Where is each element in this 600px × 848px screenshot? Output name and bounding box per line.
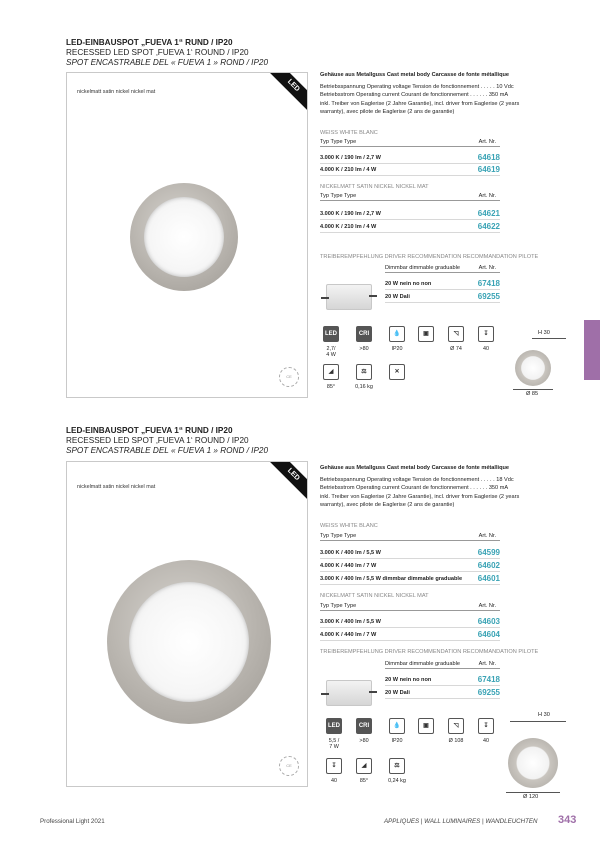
page-number: 343 xyxy=(558,814,577,826)
row-type: 3.000 K / 400 lm / 5,5 W xyxy=(320,550,381,556)
weight-icon: ⚖ xyxy=(389,758,405,774)
table-header xyxy=(320,192,500,201)
dim-diameter-line xyxy=(506,792,560,793)
spot-dimension-image xyxy=(508,738,558,788)
beam-angle-icon: ◢ xyxy=(356,758,372,774)
driver-dim: 20 W Dali xyxy=(385,690,410,696)
dim-height-line xyxy=(532,338,566,339)
class-icon: ▣ xyxy=(418,326,434,342)
ip-drop-icon: 💧 xyxy=(389,718,405,734)
col-art: Art. Nr. xyxy=(478,533,496,539)
weight-icon: ⚖ xyxy=(356,364,372,380)
article-number[interactable]: 64619 xyxy=(477,165,500,174)
ip-drop-icon: 💧 xyxy=(389,326,405,342)
table-header xyxy=(320,532,500,541)
col-type: Typ Type Type xyxy=(320,533,357,539)
spec-voltage: Betriebsspannung Operating voltage Tension de fonctionnement . . . . . 10 Vdc xyxy=(320,84,514,91)
certification-icon: CE xyxy=(279,756,299,776)
table-row xyxy=(320,562,500,572)
article-number[interactable]: 64621 xyxy=(477,209,500,218)
value-depth: 40 xyxy=(483,346,489,352)
product-photo xyxy=(66,72,308,398)
product-title-fr: SPOT ENCASTRABLE DEL « FUEVA 1 » ROND / IP20 xyxy=(66,446,269,455)
row-type: 3.000 K / 190 lm / 2,7 W xyxy=(320,211,381,217)
value-wattage: 5,5 / 7 W xyxy=(328,738,340,750)
photo-caption: nickelmatt satin nickel nickel mat xyxy=(77,89,156,95)
dim-height-line xyxy=(510,721,566,722)
value-beam: 85° xyxy=(326,384,336,390)
driver-header xyxy=(385,660,500,669)
row-type: 3.000 K / 400 lm / 5,5 W xyxy=(320,619,381,625)
article-number[interactable]: 64601 xyxy=(477,574,500,583)
article-number[interactable]: 64603 xyxy=(477,617,500,626)
product-title-en: RECESSED LED SPOT ‚FUEVA 1‘ ROUND / IP20 xyxy=(66,48,249,57)
col-art: Art. Nr. xyxy=(478,265,496,271)
led-badge-label: LED xyxy=(267,72,308,112)
dim-height: H 30 xyxy=(538,330,550,336)
table-row xyxy=(320,223,500,233)
article-number[interactable]: 64602 xyxy=(477,561,500,570)
group-label-white: WEISS WHITE BLANC xyxy=(320,523,378,529)
col-art: Art. Nr. xyxy=(478,603,496,609)
housing-text: Gehäuse aus Metallguss Cast metal body Carcasse de fonte métallique xyxy=(320,465,510,471)
led-icon: LED xyxy=(323,326,339,342)
dim-diameter-line xyxy=(513,389,553,390)
article-number[interactable]: 64599 xyxy=(477,548,500,557)
spot-dimension-image xyxy=(515,350,551,386)
value-wattage: 2,7/ 4 W xyxy=(326,346,336,358)
spec-current: Betriebsstrom Operating current Courant de fonctionnement . . . . . . 350 mA xyxy=(320,91,509,98)
value-ip: IP20 xyxy=(391,346,403,352)
col-art: Art. Nr. xyxy=(478,139,496,145)
driver-row xyxy=(385,293,500,303)
row-type: 3.000 K / 400 lm / 5,5 W dimmbar dimmable graduable xyxy=(320,576,463,582)
depth-icon-2: ↧ xyxy=(326,758,342,774)
col-dimmable: Dimmbar dimmable graduable xyxy=(385,265,460,271)
article-number[interactable]: 64618 xyxy=(477,153,500,162)
table-row xyxy=(320,154,500,164)
driver-dim: 20 W nein no non xyxy=(385,677,432,683)
class-icon: ▣ xyxy=(418,718,434,734)
row-type: 4.000 K / 210 lm / 4 W xyxy=(320,167,377,173)
article-number[interactable]: 64604 xyxy=(477,630,500,639)
driver-dim: 20 W nein no non xyxy=(385,281,432,287)
driver-row xyxy=(385,280,500,290)
driver-image xyxy=(326,284,372,310)
driver-row xyxy=(385,676,500,686)
dim-diameter: Ø 120 xyxy=(523,794,539,800)
table-row xyxy=(320,210,500,220)
spec-driver-note: inkl. Treiber von Eaglerise (2 Jahre Garantie), incl. driver from Eaglerise (2 years xyxy=(320,101,520,108)
row-type: 4.000 K / 440 lm / 7 W xyxy=(320,563,377,569)
value-beam: 85° xyxy=(359,778,369,784)
spot-image xyxy=(107,560,271,724)
value-cri: >80 xyxy=(359,346,369,352)
no-cover-icon: ✕ xyxy=(389,364,405,380)
depth-icon: ↧ xyxy=(478,326,494,342)
value-weight: 0,16 kg xyxy=(355,384,373,390)
group-label-white: WEISS WHITE BLANC xyxy=(320,130,378,136)
spot-diffuser xyxy=(144,197,224,277)
cri-icon: CRI xyxy=(356,718,372,734)
table-row xyxy=(320,631,500,641)
group-label-nickel: NICKELMATT SATIN NICKEL NICKEL MAT xyxy=(320,593,429,599)
driver-row xyxy=(385,689,500,699)
table-header xyxy=(320,138,500,147)
table-row xyxy=(320,166,500,176)
driver-header xyxy=(385,264,500,273)
value-depth-2: 40 xyxy=(331,778,337,784)
row-type: 4.000 K / 210 lm / 4 W xyxy=(320,224,377,230)
spec-voltage: Betriebsspannung Operating voltage Tension de fonctionnement . . . . . 18 Vdc xyxy=(320,477,514,484)
footer-section: APPLIQUES | WALL LUMINAIRES | WANDLEUCHTEN xyxy=(384,818,538,825)
cutout-icon: ◹ xyxy=(448,326,464,342)
spot-image xyxy=(130,183,238,291)
value-cri: >80 xyxy=(359,738,369,744)
cutout-icon: ◹ xyxy=(448,718,464,734)
value-cutout: Ø 108 xyxy=(448,738,464,744)
value-depth: 40 xyxy=(483,738,489,744)
dim-diameter: Ø 85 xyxy=(526,391,539,397)
table-row xyxy=(320,575,500,585)
row-type: 4.000 K / 440 lm / 7 W xyxy=(320,632,377,638)
product-title-de: LED-EINBAUSPOT „FUEVA 1“ RUND / IP20 xyxy=(66,38,233,47)
housing-text: Gehäuse aus Metallguss Cast metal body Carcasse de fonte métallique xyxy=(320,72,510,78)
certification-icon: CE xyxy=(279,367,299,387)
spec-driver-note-2: warranty), avec pilote de Eaglerise (2 ans de garantie) xyxy=(320,108,455,115)
col-art: Art. Nr. xyxy=(478,661,496,667)
led-icon: LED xyxy=(326,718,342,734)
dim-height: H 30 xyxy=(538,712,550,718)
value-weight: 0,24 kg xyxy=(388,778,406,784)
col-dimmable: Dimmbar dimmable graduable xyxy=(385,661,460,667)
article-number[interactable]: 69255 xyxy=(477,688,500,697)
product-photo xyxy=(66,461,308,787)
led-badge xyxy=(263,468,308,482)
depth-icon: ↧ xyxy=(478,718,494,734)
row-type: 3.000 K / 190 lm / 2,7 W xyxy=(320,155,381,161)
table-row xyxy=(320,618,500,628)
driver-dim: 20 W Dali xyxy=(385,294,410,300)
table-header xyxy=(320,602,500,611)
article-number[interactable]: 64622 xyxy=(477,222,500,231)
photo-caption: nickelmatt satin nickel nickel mat xyxy=(77,484,156,490)
cri-icon: CRI xyxy=(356,326,372,342)
col-type: Typ Type Type xyxy=(320,603,357,609)
article-number[interactable]: 67418 xyxy=(477,675,500,684)
driver-label: TREIBEREMPFEHLUNG DRIVER RECOMMENDATION RECOMMANDATION PILOTE xyxy=(320,254,539,260)
col-type: Typ Type Type xyxy=(320,139,357,145)
group-label-nickel: NICKELMATT SATIN NICKEL NICKEL MAT xyxy=(320,184,429,190)
beam-angle-icon: ◢ xyxy=(323,364,339,380)
value-cutout: Ø 74 xyxy=(450,346,462,352)
spot-diffuser xyxy=(129,582,249,702)
driver-label: TREIBEREMPFEHLUNG DRIVER RECOMMENDATION RECOMMANDATION PILOTE xyxy=(320,649,539,655)
driver-image xyxy=(326,680,372,706)
col-art: Art. Nr. xyxy=(478,193,496,199)
product-title-en: RECESSED LED SPOT ‚FUEVA 1‘ ROUND / IP20 xyxy=(66,436,249,445)
footer-catalog: Professional Light 2021 xyxy=(40,818,105,825)
article-number[interactable]: 67418 xyxy=(477,279,500,288)
spec-panel xyxy=(320,72,568,116)
article-number[interactable]: 69255 xyxy=(477,292,500,301)
value-ip: IP20 xyxy=(391,738,403,744)
table-row xyxy=(320,549,500,559)
led-badge-label: LED xyxy=(267,461,308,501)
chapter-tab xyxy=(584,320,600,380)
spec-driver-note-2: warranty), avec pilote de Eaglerise (2 ans de garantie) xyxy=(320,501,455,508)
col-type: Typ Type Type xyxy=(320,193,357,199)
product-title-de: LED-EINBAUSPOT „FUEVA 1“ RUND / IP20 xyxy=(66,426,233,435)
spec-panel xyxy=(320,465,568,509)
spec-current: Betriebsstrom Operating current Courant de fonctionnement . . . . . . 350 mA xyxy=(320,484,509,491)
led-badge xyxy=(263,79,308,93)
spec-driver-note: inkl. Treiber von Eaglerise (2 Jahre Garantie), incl. driver from Eaglerise (2 years xyxy=(320,494,520,501)
product-title-fr: SPOT ENCASTRABLE DEL « FUEVA 1 » ROND / IP20 xyxy=(66,58,269,67)
